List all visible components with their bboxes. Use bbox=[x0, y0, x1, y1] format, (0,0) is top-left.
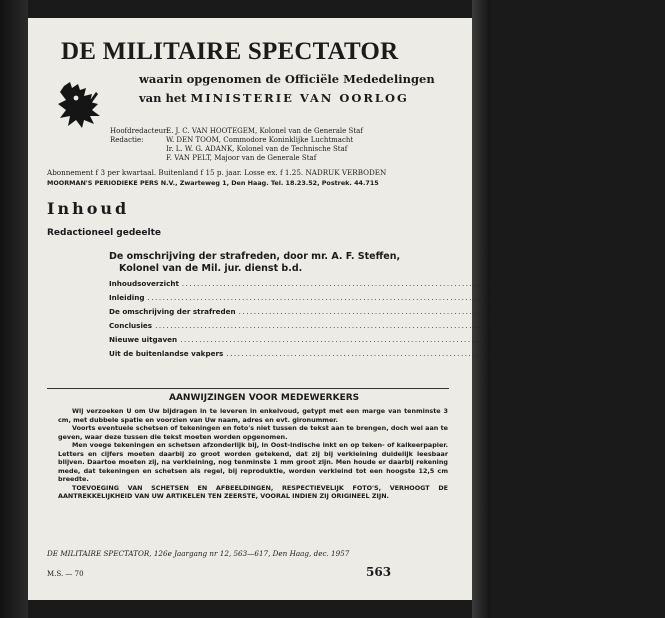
table-of-contents bbox=[109, 279, 665, 363]
masthead-subtitle-line1: waarin opgenomen de Officiële Mededelingen bbox=[139, 72, 435, 86]
toc-row: Uit de buitenlandse vakpers ............................................................................................................ 616 bbox=[109, 349, 654, 358]
instructions-paragraph: Voorts eventuele schetsen of tekeningen en foto's niet tussen de tekst aan te brengen, doch wel aan te geven, waar deze tussen die tekst moeten worden opgenomen. bbox=[58, 424, 448, 441]
toc-page: 615 bbox=[591, 335, 607, 344]
instructions-paragraph: Men voege tekeningen en schetsen afzonderlijk bij, in Oost-Indische inkt en op teken- of kalkeerpapier. Letters en cijfers moeten daarbij zo groot worden getekend, dat zij bij verkleining duidelijk leesbaar blijven. Daartoe moeten zij, na verkleining, nog tenminste 1 mm groot zijn. Men houde er daarbij rekening mede, dat tekeningen en schetsen als regel, bij reproduktie, worden verkleind tot een hoogste 12,5 cm breedte. bbox=[58, 441, 448, 483]
toc-row: De omschrijving der strafreden ............................................................................................................ 575 bbox=[109, 307, 665, 316]
issue-code: M.S. — 70 bbox=[47, 570, 84, 578]
instructions-paragraph: TOEVOEGING VAN SCHETSEN EN AFBEELDINGEN, RESPECTIEVELIJK FOTO'S, VERHOOGT DE AANTREKKELIJKHEID VAN UW ARTIKELEN TEN ZEERSTE, VOORAL INDIEN ZIJ ORIGINEEL ZIJN. bbox=[58, 483, 448, 500]
staff-member: Ir. L. W. G. ADANK, Kolonel van de Technische Staf bbox=[166, 145, 348, 153]
toc-row: Conclusies ............................................................................................................ 613 bbox=[109, 321, 582, 330]
toc-page: 575 bbox=[650, 307, 665, 316]
toc-label: Uit de buitenlandse vakpers bbox=[109, 349, 224, 358]
contents-section-heading: Redactioneel gedeelte bbox=[47, 228, 161, 238]
toc-page: 616 bbox=[638, 349, 654, 358]
article-title-line2: Kolonel van de Mil. jur. dienst b.d. bbox=[119, 263, 303, 274]
toc-row: Inleiding ............................................................................................................ 565 bbox=[109, 293, 575, 302]
staff-row bbox=[110, 136, 363, 145]
toc-row: Nieuwe uitgaven ............................................................................................................ 615 bbox=[109, 335, 607, 344]
issue-citation: DE MILITAIRE SPECTATOR, 126e Jaargang nr 12, 563—617, Den Haag, dec. 1957 bbox=[47, 549, 350, 558]
chief-editor-name: E. J. C. VAN HOOTEGEM, Kolonel van de Generale Staf bbox=[166, 127, 363, 135]
masthead-title: DE MILITAIRE SPECTATOR bbox=[61, 38, 399, 65]
toc-page: 564 bbox=[593, 279, 609, 288]
toc-page: 565 bbox=[559, 293, 575, 302]
staff-member: W. DEN TOOM, Commodore Koninklijke Luchtmacht bbox=[166, 136, 354, 144]
subtitle-ministry: MINISTERIE VAN OORLOG bbox=[190, 91, 409, 105]
instructions-divider bbox=[47, 388, 449, 389]
lion-emblem-icon bbox=[56, 80, 106, 130]
editorial-board bbox=[110, 127, 363, 163]
staff-member: F. VAN PELT, Majoor van de Generale Staf bbox=[166, 154, 317, 162]
staff-row bbox=[110, 154, 363, 163]
toc-label: Conclusies bbox=[109, 321, 153, 330]
article-title bbox=[109, 251, 400, 275]
instructions-paragraph: Wij verzoeken U om Uw bijdragen in te leveren in enkelvoud, getypt met een marge van tenminste 3 cm, met dubbele spatie en voorzien van Uw naam, adres en evt. gironummer. bbox=[58, 407, 448, 424]
article-title-line1: De omschrijving der strafreden, door mr. A. F. Steffen, bbox=[109, 251, 401, 262]
chief-editor-label: Hoofdredacteur: bbox=[110, 127, 169, 135]
masthead-subtitle-line2 bbox=[139, 91, 409, 105]
subtitle-prefix: van het bbox=[139, 91, 187, 105]
toc-label: De omschrijving der strafreden bbox=[109, 307, 236, 316]
document-page bbox=[28, 18, 665, 600]
scan-left-border bbox=[0, 0, 28, 618]
staff-row bbox=[110, 145, 363, 154]
toc-label: Inleiding bbox=[109, 293, 145, 302]
toc-page: 613 bbox=[566, 321, 582, 330]
instructions-body bbox=[58, 407, 448, 501]
toc-label: Inhoudsoverzicht bbox=[109, 279, 179, 288]
staff-label: Redactie: bbox=[110, 136, 144, 144]
instructions-title: AANWIJZINGEN VOOR MEDEWERKERS bbox=[169, 393, 360, 403]
chief-editor-row bbox=[110, 127, 363, 136]
toc-row: Inhoudsoverzicht ............................................................................................................ 564 bbox=[109, 279, 609, 288]
toc-label: Nieuwe uitgaven bbox=[109, 335, 178, 344]
contents-heading: Inhoud bbox=[47, 199, 130, 218]
page-number: 563 bbox=[366, 565, 392, 579]
subscription-info: Abonnement f 3 per kwartaal. Buitenland f 15 p. jaar. Losse ex. f 1.25. NADRUK VERBODEN bbox=[47, 168, 387, 177]
publisher-info: MOORMAN'S PERIODIEKE PERS N.V., Zwarteweg 1, Den Haag. Tel. 18.23.52, Postrek. 44.715 bbox=[47, 179, 379, 187]
